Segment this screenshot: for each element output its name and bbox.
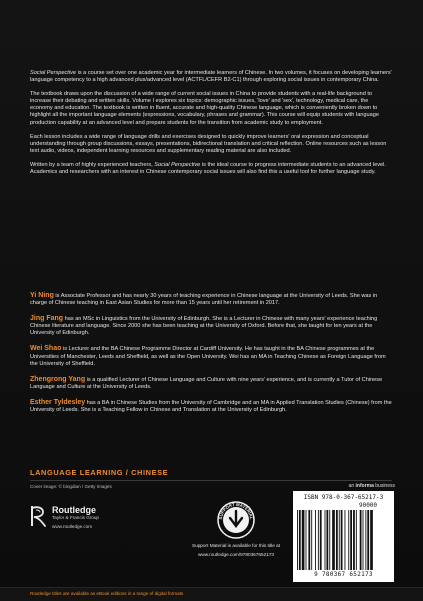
- support-line-1: Support Material is available for this title at: [191, 543, 281, 548]
- barcode-bar: [363, 510, 364, 570]
- barcode-bar: [341, 510, 343, 570]
- barcode-bar: [326, 510, 328, 570]
- author-bio: [30, 345, 392, 367]
- author-bio: [30, 376, 392, 391]
- barcode-bar: [345, 510, 346, 570]
- author-bios: [30, 292, 392, 422]
- barcode-digits: 9 780367 652173: [314, 571, 373, 578]
- barcode-bar: [311, 510, 312, 570]
- isbn-text: ISBN 978-0-367-65217-3: [303, 494, 384, 501]
- barcode-bar: [348, 510, 349, 570]
- isbn-barcode: [293, 491, 394, 582]
- author-bio: [30, 315, 392, 337]
- barcode-bar: [356, 510, 357, 570]
- author-name: Wei Shao: [30, 345, 62, 353]
- author-name: Esther Tyldesley: [30, 398, 86, 406]
- barcode-bar: [370, 510, 373, 570]
- author-bio: [30, 292, 392, 307]
- ebook-note: Routledge titles are available as eBook editions in a range of digital formats: [30, 591, 184, 596]
- description-paragraph-1: Social Perspective is a course set over one academic year for intermediate learners of Chinese. In two volumes, it focuses on developing learners' language competency to a high advanced plus/advanced level (ACTFL/CEFR B2-C1) through exploring social issues in contemporary China.: [30, 70, 392, 84]
- barcode-bar: [367, 510, 369, 570]
- barcode-bar: [302, 510, 305, 570]
- description-paragraph-3: Each lesson includes a wide range of language drills and exercises designed to quickly improve learners' oral expression and conceptual understanding through group discussions, essays, presentations, bidirectional translation and critical reflection. Online resources such as lesson text audio, videos, independent learning resources and supplementary reading material are also included.: [30, 133, 387, 154]
- barcode-bar: [336, 510, 338, 570]
- barcode-bar: [339, 510, 340, 570]
- publisher-name: Routledge: [52, 505, 96, 515]
- author-bio-text: is Associate Professor and has nearly 30 years of teaching experience in Chinese language at the University of Leeds. She was in charge of Chinese teaching in East Asian Studies for more than 15 years until her retirement in 2017.: [30, 293, 378, 307]
- author-bio-text: has a BA in Chinese Studies from the University of Cambridge and an MA in Applied Translation Studies (Chinese) from the University of Leeds. She is a Teaching Fellow in Chinese and Translation at the University of Edinburgh.: [30, 399, 392, 414]
- informa-imprint: an informa business: [348, 483, 395, 489]
- author-bio: [30, 399, 392, 414]
- support-material: [186, 500, 286, 558]
- barcode-bar: [320, 510, 322, 570]
- barcode-bar: [365, 510, 366, 570]
- publisher-subtitle: Taylor & Francis Group: [52, 515, 99, 520]
- book-description: [30, 70, 392, 183]
- barcode-bar: [297, 510, 298, 570]
- divider: [30, 480, 392, 481]
- price-code: 90000: [358, 502, 378, 509]
- barcode-bar: [308, 510, 310, 570]
- routledge-logo-icon: [30, 505, 47, 527]
- author-name: Jing Fang: [30, 315, 64, 323]
- barcode-bar: [325, 510, 326, 570]
- author-name: Zhengrong Yang: [30, 375, 86, 383]
- author-bio-text: has an MSc in Linguistics from the University of Edinburgh. She is a Lecturer in Chinese with many years' experience teaching Chinese literature and language. Since 2000 she has been teaching at the University of Oxford. Before that, she taught for ten years at the University of Edinburgh.: [30, 316, 378, 337]
- barcode-bar: [353, 510, 355, 570]
- footer-bar: [0, 587, 423, 601]
- barcode-bar: [350, 510, 352, 570]
- author-name: Yi Ning: [30, 292, 54, 299]
- barcode-bar: [299, 510, 301, 570]
- barcode-bar: [318, 510, 319, 570]
- publisher-url: www.routledge.com: [52, 524, 93, 529]
- subject-category: LANGUAGE LEARNING / CHINESE: [30, 468, 169, 477]
- author-bio-text: is a qualified Lecturer of Chinese Language and Culture with nine years' experience, and is currently a Tutor of Chinese Language and Culture at the University of Leeds.: [30, 376, 383, 390]
- barcode-bar: [315, 510, 316, 570]
- barcode-bar: [332, 510, 335, 570]
- barcode-bar: [360, 510, 362, 570]
- barcode-bars: [296, 510, 391, 570]
- barcode-bar: [306, 510, 307, 570]
- support-url: www.routledge.com/9780367652173: [197, 552, 275, 557]
- publisher-block: [30, 505, 99, 530]
- cover-image-credit: Cover image: © bingdian / Getty Images: [30, 484, 112, 489]
- description-paragraph-2: The textbook draws upon the discussion of a wide range of current social issues in China to provide students with a real-life background to increase their debating and written skills. Volume I explores six topics: demographic issues, 'love' and 'sex', technology, medical care, the economy and education. The textbook is written in fluent, accurate and high-quality Chinese language, which is conveniently broken down to highlight all the important language elements (expressions, vocabulary, phrases and grammar). This course will equip students with language production capability at an advanced level and prepare students for the transition from academic study to employment.: [30, 91, 379, 126]
- barcode-bar: [329, 510, 330, 570]
- support-badge-text: SUPPORT MATERIAL: [217, 501, 255, 520]
- description-paragraph-4: Written by a team of highly experienced teachers, Social Perspective is the ideal course to progress intermediate students to an advanced level. Academics and researchers with an interest in Chinese contemporary social issues will also find this a useful tool for further language study.: [30, 161, 386, 176]
- support-material-badge-icon: [216, 500, 256, 540]
- author-bio-text: is Lecturer and the BA Chinese Programme Director at Cardiff University. He has taught in the BA Chinese programmes at the Universities of Manchester, Leeds and Sheffield, as well as the Open University. Wei has an MA in Teaching Chinese as Foreign Language from the University of Sheffield.: [30, 346, 386, 367]
